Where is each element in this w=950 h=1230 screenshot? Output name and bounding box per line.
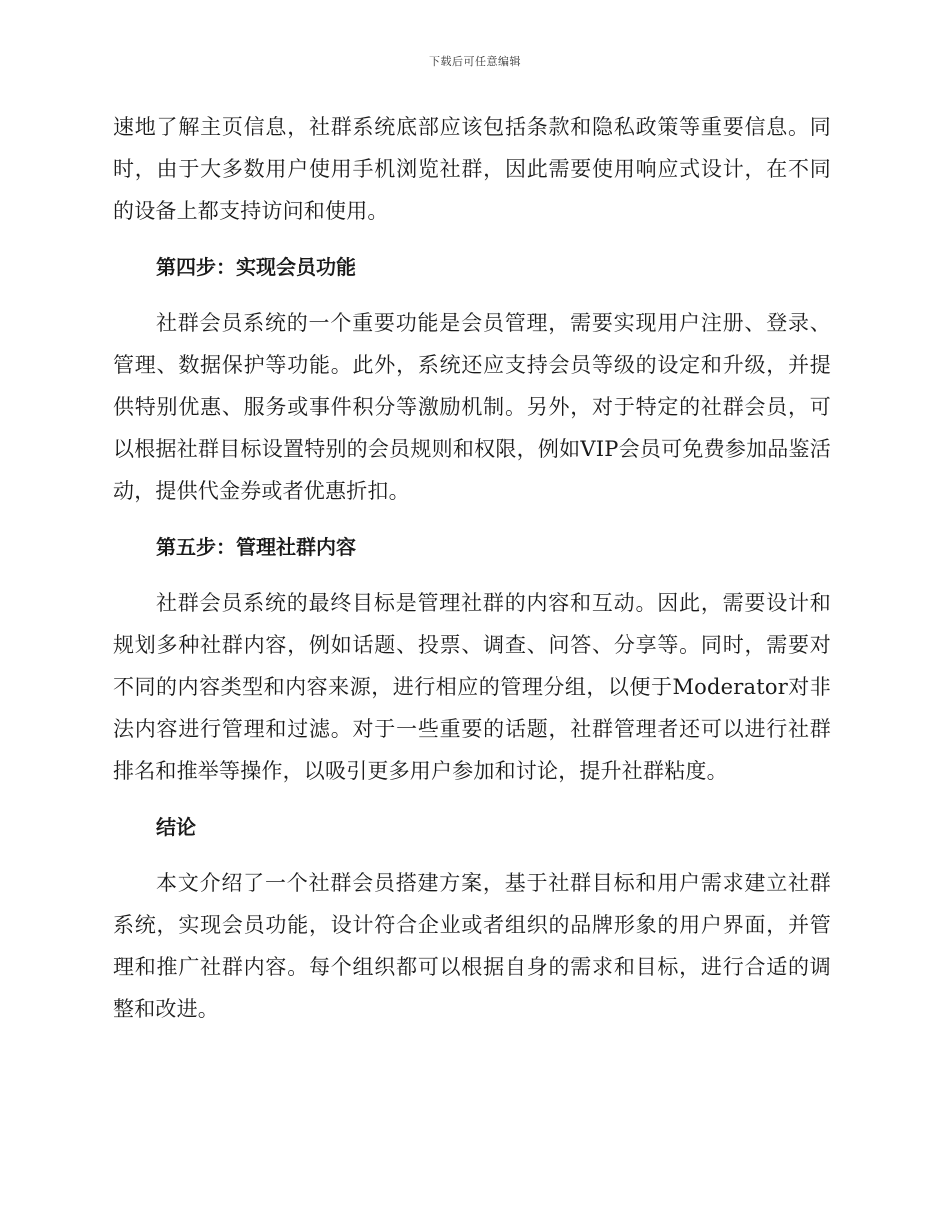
document-body — [113, 106, 831, 1030]
intro-paragraph: 速地了解主页信息，社群系统底部应该包括条款和隐私政策等重要信息。同时，由于大多数用户使用手机浏览社群，因此需要使用响应式设计，在不同的设备上都支持访问和使用。 — [113, 115, 831, 223]
step5-heading: 第五步：管理社群内容 — [156, 535, 356, 559]
step4-heading: 第四步：实现会员功能 — [156, 255, 356, 279]
conclusion-paragraph: 本文介绍了一个社群会员搭建方案，基于社群目标和用户需求建立社群系统，实现会员功能，设计符合企业或者组织的品牌形象的用户界面，并管理和推广社群内容。每个组织都可以根据自身的需求和目标，进行合适的调整和改进。 — [113, 871, 831, 1021]
page-header: 下载后可任意编辑 — [429, 55, 521, 68]
step5-paragraph: 社群会员系统的最终目标是管理社群的内容和互动。因此，需要设计和规划多种社群内容，例如话题、投票、调查、问答、分享等。同时，需要对不同的内容类型和内容来源，进行相应的管理分组，以便于Moderator对非法内容进行管理和过滤。对于一些重要的话题，社群管理者还可以进行社群排名和推举等操作，以吸引更多用户参加和讨论，提升社群粘度。 — [113, 591, 831, 783]
step4-paragraph: 社群会员系统的一个重要功能是会员管理，需要实现用户注册、登录、管理、数据保护等功能。此外，系统还应支持会员等级的设定和升级，并提供特别优惠、服务或事件积分等激励机制。另外，对于特定的社群会员，可以根据社群目标设置特别的会员规则和权限，例如VIP会员可免费参加品鉴活动，提供代金券或者优惠折扣。 — [113, 311, 831, 503]
conclusion-heading: 结论 — [156, 815, 196, 839]
